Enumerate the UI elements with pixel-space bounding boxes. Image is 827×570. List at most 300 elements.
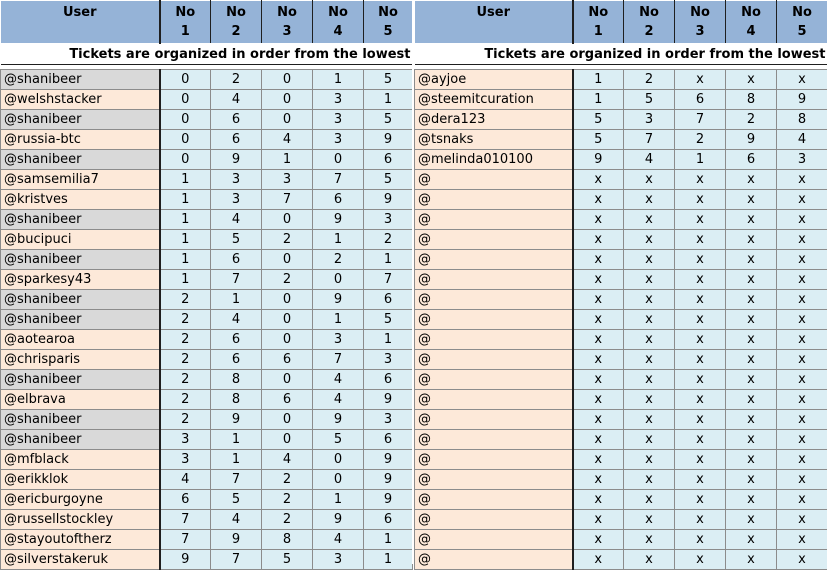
ticket-number-cell[interactable]: x [624,530,675,550]
ticket-number-cell[interactable]: 7 [211,470,262,490]
ticket-number-cell[interactable]: 0 [262,430,313,450]
ticket-number-cell[interactable]: 0 [160,110,211,130]
ticket-number-cell[interactable]: 3 [313,110,364,130]
user-cell[interactable]: @ericburgoyne [1,490,160,510]
ticket-number-cell[interactable]: 9 [364,450,413,470]
ticket-number-cell[interactable]: 7 [262,190,313,210]
user-cell[interactable]: @erikklok [1,470,160,490]
ticket-number-cell[interactable]: 9 [364,470,413,490]
ticket-number-cell[interactable]: x [777,270,827,290]
ticket-number-cell[interactable]: x [777,410,827,430]
ticket-number-cell[interactable]: x [726,310,777,330]
no-2-column-header[interactable]: No 2 [624,1,675,44]
ticket-number-cell[interactable]: x [726,270,777,290]
ticket-number-cell[interactable]: x [573,290,624,310]
ticket-number-cell[interactable]: x [726,370,777,390]
ticket-number-cell[interactable]: 0 [262,70,313,90]
ticket-number-cell[interactable]: x [573,310,624,330]
ticket-number-cell[interactable]: 7 [211,270,262,290]
ticket-number-cell[interactable]: 6 [364,370,413,390]
ticket-number-cell[interactable]: x [726,490,777,510]
ticket-number-cell[interactable]: 1 [573,70,624,90]
ticket-number-cell[interactable]: x [777,350,827,370]
ticket-number-cell[interactable]: x [624,410,675,430]
ticket-number-cell[interactable]: x [777,510,827,530]
ticket-number-cell[interactable]: 9 [313,290,364,310]
ticket-number-cell[interactable]: x [726,70,777,90]
ticket-number-cell[interactable]: x [777,230,827,250]
ticket-number-cell[interactable]: x [573,470,624,490]
ticket-number-cell[interactable]: 0 [262,330,313,350]
ticket-number-cell[interactable]: 5 [364,310,413,330]
ticket-number-cell[interactable]: 6 [364,290,413,310]
user-cell[interactable]: @ [415,410,573,430]
ticket-number-cell[interactable]: 9 [364,130,413,150]
ticket-number-cell[interactable]: 1 [675,150,726,170]
user-cell[interactable]: @shanibeer [1,150,160,170]
ticket-number-cell[interactable]: 9 [364,490,413,510]
ticket-number-cell[interactable]: 7 [313,170,364,190]
ticket-number-cell[interactable]: x [675,310,726,330]
ticket-number-cell[interactable]: 9 [211,410,262,430]
ticket-number-cell[interactable]: 7 [160,530,211,550]
ticket-number-cell[interactable]: x [675,230,726,250]
ticket-number-cell[interactable]: x [573,190,624,210]
user-cell[interactable]: @welshstacker [1,90,160,110]
ticket-number-cell[interactable]: 2 [262,270,313,290]
ticket-number-cell[interactable]: 8 [726,90,777,110]
ticket-number-cell[interactable]: 9 [573,150,624,170]
ticket-number-cell[interactable]: 4 [262,450,313,470]
no-1-column-header[interactable]: No 1 [573,1,624,44]
ticket-number-cell[interactable]: 3 [364,410,413,430]
user-cell[interactable]: @ [415,430,573,450]
ticket-number-cell[interactable]: 6 [211,350,262,370]
user-cell[interactable]: @shanibeer [1,410,160,430]
ticket-number-cell[interactable]: 0 [313,450,364,470]
ticket-number-cell[interactable]: x [675,270,726,290]
user-cell[interactable]: @ [415,550,573,570]
user-cell[interactable]: @tsnaks [415,130,573,150]
ticket-number-cell[interactable]: 3 [364,350,413,370]
ticket-number-cell[interactable]: 1 [160,230,211,250]
ticket-number-cell[interactable]: 3 [160,430,211,450]
ticket-number-cell[interactable]: 3 [313,90,364,110]
ticket-number-cell[interactable]: x [675,550,726,570]
ticket-number-cell[interactable]: 9 [211,150,262,170]
ticket-number-cell[interactable]: 9 [211,530,262,550]
ticket-number-cell[interactable]: 4 [262,130,313,150]
ticket-number-cell[interactable]: x [624,210,675,230]
ticket-number-cell[interactable]: 9 [364,390,413,410]
ticket-number-cell[interactable]: 9 [313,510,364,530]
ticket-number-cell[interactable]: x [573,430,624,450]
ticket-number-cell[interactable]: 2 [364,230,413,250]
ticket-number-cell[interactable]: 6 [364,430,413,450]
ticket-number-cell[interactable]: 2 [262,490,313,510]
ticket-number-cell[interactable]: 1 [160,170,211,190]
ticket-number-cell[interactable]: x [777,330,827,350]
ticket-number-cell[interactable]: 4 [211,310,262,330]
ticket-number-cell[interactable]: 6 [726,150,777,170]
ticket-number-cell[interactable]: 1 [262,150,313,170]
ticket-number-cell[interactable]: 3 [211,190,262,210]
ticket-number-cell[interactable]: 4 [160,470,211,490]
ticket-number-cell[interactable]: x [624,170,675,190]
user-column-header[interactable]: User [415,1,573,44]
no-2-column-header[interactable]: No 2 [211,1,262,44]
ticket-number-cell[interactable]: 0 [313,470,364,490]
ticket-number-cell[interactable]: 8 [262,530,313,550]
ticket-number-cell[interactable]: x [573,250,624,270]
ticket-number-cell[interactable]: x [624,270,675,290]
ticket-number-cell[interactable]: 3 [313,330,364,350]
ticket-number-cell[interactable]: 0 [160,150,211,170]
user-cell[interactable]: @melinda010100 [415,150,573,170]
user-cell[interactable]: @ [415,490,573,510]
user-cell[interactable]: @ [415,350,573,370]
ticket-number-cell[interactable]: 1 [211,450,262,470]
ticket-number-cell[interactable]: x [675,190,726,210]
ticket-number-cell[interactable]: x [624,290,675,310]
ticket-number-cell[interactable]: x [624,350,675,370]
ticket-number-cell[interactable]: x [726,390,777,410]
ticket-number-cell[interactable]: x [726,250,777,270]
ticket-number-cell[interactable]: 6 [364,150,413,170]
user-cell[interactable]: @shanibeer [1,370,160,390]
ticket-number-cell[interactable]: x [777,310,827,330]
ticket-number-cell[interactable]: x [624,430,675,450]
ticket-number-cell[interactable]: 0 [262,410,313,430]
ticket-number-cell[interactable]: 7 [313,350,364,370]
ticket-number-cell[interactable]: 3 [313,130,364,150]
no-4-column-header[interactable]: No 4 [313,1,364,44]
ticket-number-cell[interactable]: 3 [262,170,313,190]
ticket-number-cell[interactable]: 0 [160,130,211,150]
ticket-number-cell[interactable]: 0 [262,310,313,330]
ticket-number-cell[interactable]: 4 [313,370,364,390]
ticket-number-cell[interactable]: x [573,530,624,550]
ticket-number-cell[interactable]: 5 [624,90,675,110]
ticket-number-cell[interactable]: x [726,450,777,470]
ticket-number-cell[interactable]: 3 [211,170,262,190]
ticket-number-cell[interactable]: 3 [777,150,827,170]
ticket-number-cell[interactable]: 1 [364,250,413,270]
ticket-number-cell[interactable]: x [675,370,726,390]
user-cell[interactable]: @ [415,390,573,410]
ticket-number-cell[interactable]: 5 [211,490,262,510]
ticket-number-cell[interactable]: 1 [313,230,364,250]
ticket-number-cell[interactable]: 7 [364,270,413,290]
ticket-number-cell[interactable]: 1 [160,210,211,230]
ticket-number-cell[interactable]: 1 [364,90,413,110]
ticket-number-cell[interactable]: x [675,430,726,450]
ticket-number-cell[interactable]: x [624,450,675,470]
ticket-number-cell[interactable]: x [573,390,624,410]
ticket-number-cell[interactable]: 6 [675,90,726,110]
ticket-number-cell[interactable]: x [573,350,624,370]
ticket-number-cell[interactable]: x [777,70,827,90]
ticket-number-cell[interactable]: 5 [211,230,262,250]
ticket-number-cell[interactable]: 1 [364,330,413,350]
ticket-number-cell[interactable]: 0 [262,210,313,230]
ticket-number-cell[interactable]: x [726,170,777,190]
user-column-header[interactable]: User [1,1,160,44]
ticket-number-cell[interactable]: x [726,510,777,530]
ticket-number-cell[interactable]: 1 [313,310,364,330]
user-cell[interactable]: @ [415,250,573,270]
user-cell[interactable]: @ [415,370,573,390]
ticket-number-cell[interactable]: 7 [675,110,726,130]
no-4-column-header[interactable]: No 4 [726,1,777,44]
ticket-number-cell[interactable]: x [726,290,777,310]
ticket-number-cell[interactable]: x [777,530,827,550]
ticket-number-cell[interactable]: 0 [262,90,313,110]
ticket-number-cell[interactable]: 6 [211,330,262,350]
ticket-number-cell[interactable]: x [573,510,624,530]
user-cell[interactable]: @ [415,330,573,350]
ticket-number-cell[interactable]: x [573,410,624,430]
ticket-number-cell[interactable]: x [726,410,777,430]
no-3-column-header[interactable]: No 3 [675,1,726,44]
ticket-number-cell[interactable]: 3 [364,210,413,230]
user-cell[interactable]: @ [415,270,573,290]
user-cell[interactable]: @silverstakeruk [1,550,160,570]
ticket-number-cell[interactable]: 1 [313,70,364,90]
user-cell[interactable]: @ [415,510,573,530]
user-cell[interactable]: @ [415,290,573,310]
user-cell[interactable]: @sparkesy43 [1,270,160,290]
ticket-number-cell[interactable]: x [777,290,827,310]
ticket-number-cell[interactable]: 7 [211,550,262,570]
ticket-number-cell[interactable]: x [573,270,624,290]
ticket-number-cell[interactable]: x [726,470,777,490]
ticket-number-cell[interactable]: x [777,210,827,230]
ticket-number-cell[interactable]: x [624,310,675,330]
ticket-number-cell[interactable]: x [624,490,675,510]
ticket-number-cell[interactable]: x [726,190,777,210]
ticket-number-cell[interactable]: 0 [313,150,364,170]
ticket-number-cell[interactable]: 8 [211,370,262,390]
ticket-number-cell[interactable]: x [726,550,777,570]
ticket-number-cell[interactable]: x [777,390,827,410]
user-cell[interactable]: @aotearoa [1,330,160,350]
ticket-number-cell[interactable]: x [624,230,675,250]
ticket-number-cell[interactable]: 0 [262,250,313,270]
ticket-number-cell[interactable]: x [573,490,624,510]
ticket-number-cell[interactable]: 7 [160,510,211,530]
user-cell[interactable]: @samsemilia7 [1,170,160,190]
ticket-number-cell[interactable]: x [675,170,726,190]
ticket-number-cell[interactable]: x [573,550,624,570]
ticket-number-cell[interactable]: x [675,410,726,430]
ticket-number-cell[interactable]: x [573,330,624,350]
ticket-number-cell[interactable]: x [573,370,624,390]
ticket-number-cell[interactable]: x [624,250,675,270]
ticket-number-cell[interactable]: x [573,230,624,250]
ticket-number-cell[interactable]: x [573,170,624,190]
ticket-number-cell[interactable]: 2 [313,250,364,270]
ticket-number-cell[interactable]: 5 [364,70,413,90]
ticket-number-cell[interactable]: x [726,330,777,350]
ticket-number-cell[interactable]: x [675,470,726,490]
ticket-number-cell[interactable]: x [573,450,624,470]
user-cell[interactable]: @mfblack [1,450,160,470]
user-cell[interactable]: @ [415,450,573,470]
ticket-number-cell[interactable]: 2 [160,350,211,370]
ticket-number-cell[interactable]: 6 [211,130,262,150]
user-cell[interactable]: @ [415,170,573,190]
ticket-number-cell[interactable]: x [777,170,827,190]
user-cell[interactable]: @kristves [1,190,160,210]
ticket-number-cell[interactable]: 8 [211,390,262,410]
ticket-number-cell[interactable]: x [675,350,726,370]
no-5-column-header[interactable]: No 5 [777,1,827,44]
ticket-number-cell[interactable]: 5 [313,430,364,450]
user-cell[interactable]: @shanibeer [1,290,160,310]
ticket-number-cell[interactable]: 2 [675,130,726,150]
ticket-number-cell[interactable]: x [777,550,827,570]
ticket-number-cell[interactable]: 0 [262,290,313,310]
ticket-number-cell[interactable]: x [675,490,726,510]
ticket-number-cell[interactable]: 2 [160,290,211,310]
user-cell[interactable]: @ayjoe [415,70,573,90]
user-cell[interactable]: @shanibeer [1,250,160,270]
user-cell[interactable]: @bucipuci [1,230,160,250]
user-cell[interactable]: @ [415,470,573,490]
ticket-number-cell[interactable]: 4 [211,510,262,530]
ticket-number-cell[interactable]: 9 [313,410,364,430]
ticket-number-cell[interactable]: x [624,550,675,570]
ticket-number-cell[interactable]: 1 [160,270,211,290]
ticket-number-cell[interactable]: 1 [211,430,262,450]
ticket-number-cell[interactable]: x [573,210,624,230]
user-cell[interactable]: @shanibeer [1,310,160,330]
ticket-number-cell[interactable]: x [726,530,777,550]
ticket-number-cell[interactable]: 3 [624,110,675,130]
ticket-number-cell[interactable]: 4 [777,130,827,150]
ticket-number-cell[interactable]: x [624,190,675,210]
user-cell[interactable]: @ [415,530,573,550]
ticket-number-cell[interactable]: x [624,390,675,410]
ticket-number-cell[interactable]: 5 [262,550,313,570]
user-cell[interactable]: @shanibeer [1,210,160,230]
ticket-number-cell[interactable]: 1 [573,90,624,110]
ticket-number-cell[interactable]: 9 [726,130,777,150]
ticket-number-cell[interactable]: 0 [262,370,313,390]
ticket-number-cell[interactable]: 6 [211,250,262,270]
ticket-number-cell[interactable]: 4 [313,390,364,410]
ticket-number-cell[interactable]: x [777,430,827,450]
ticket-number-cell[interactable]: 5 [364,110,413,130]
ticket-number-cell[interactable]: 1 [160,190,211,210]
ticket-number-cell[interactable]: 9 [313,210,364,230]
ticket-number-cell[interactable]: 6 [160,490,211,510]
ticket-number-cell[interactable]: 5 [364,170,413,190]
user-cell[interactable]: @russellstockley [1,510,160,530]
ticket-number-cell[interactable]: x [726,230,777,250]
ticket-number-cell[interactable]: 2 [262,230,313,250]
ticket-number-cell[interactable]: 2 [624,70,675,90]
ticket-number-cell[interactable]: x [726,350,777,370]
user-cell[interactable]: @shanibeer [1,430,160,450]
ticket-number-cell[interactable]: x [624,370,675,390]
ticket-number-cell[interactable]: 2 [160,370,211,390]
ticket-number-cell[interactable]: 0 [160,70,211,90]
ticket-number-cell[interactable]: 9 [777,90,827,110]
user-cell[interactable]: @steemitcuration [415,90,573,110]
user-cell[interactable]: @chrisparis [1,350,160,370]
ticket-number-cell[interactable]: x [624,330,675,350]
ticket-number-cell[interactable]: x [777,190,827,210]
ticket-number-cell[interactable]: 4 [211,210,262,230]
ticket-number-cell[interactable]: 3 [160,450,211,470]
ticket-number-cell[interactable]: x [624,510,675,530]
ticket-number-cell[interactable]: x [675,530,726,550]
ticket-number-cell[interactable]: x [675,450,726,470]
ticket-number-cell[interactable]: x [675,510,726,530]
ticket-number-cell[interactable]: 9 [364,190,413,210]
ticket-number-cell[interactable]: 6 [262,390,313,410]
ticket-number-cell[interactable]: x [675,330,726,350]
ticket-number-cell[interactable]: 2 [262,510,313,530]
ticket-number-cell[interactable]: 6 [262,350,313,370]
ticket-number-cell[interactable]: 4 [211,90,262,110]
ticket-number-cell[interactable]: 2 [160,390,211,410]
user-cell[interactable]: @ [415,230,573,250]
ticket-number-cell[interactable]: x [675,70,726,90]
ticket-number-cell[interactable]: 0 [262,110,313,130]
ticket-number-cell[interactable]: x [777,450,827,470]
ticket-number-cell[interactable]: 1 [364,530,413,550]
ticket-number-cell[interactable]: 2 [262,470,313,490]
ticket-number-cell[interactable]: 2 [211,70,262,90]
no-5-column-header[interactable]: No 5 [364,1,413,44]
ticket-number-cell[interactable]: x [675,390,726,410]
user-cell[interactable]: @elbrava [1,390,160,410]
ticket-number-cell[interactable]: 4 [313,530,364,550]
no-3-column-header[interactable]: No 3 [262,1,313,44]
ticket-number-cell[interactable]: 5 [573,110,624,130]
ticket-number-cell[interactable]: x [777,470,827,490]
ticket-number-cell[interactable]: x [777,490,827,510]
ticket-number-cell[interactable]: 8 [777,110,827,130]
ticket-number-cell[interactable]: 2 [726,110,777,130]
ticket-number-cell[interactable]: 6 [313,190,364,210]
user-cell[interactable]: @ [415,190,573,210]
user-cell[interactable]: @russia-btc [1,130,160,150]
ticket-number-cell[interactable]: 4 [624,150,675,170]
ticket-number-cell[interactable]: 6 [364,510,413,530]
ticket-number-cell[interactable]: x [675,210,726,230]
ticket-number-cell[interactable]: 2 [160,330,211,350]
ticket-number-cell[interactable]: 1 [364,550,413,570]
ticket-number-cell[interactable]: 2 [160,310,211,330]
ticket-number-cell[interactable]: 7 [624,130,675,150]
ticket-number-cell[interactable]: 0 [313,270,364,290]
user-cell[interactable]: @stayoutoftherz [1,530,160,550]
user-cell[interactable]: @dera123 [415,110,573,130]
ticket-number-cell[interactable]: x [777,250,827,270]
user-cell[interactable]: @ [415,210,573,230]
ticket-number-cell[interactable]: 5 [573,130,624,150]
ticket-number-cell[interactable]: 0 [160,90,211,110]
user-cell[interactable]: @shanibeer [1,110,160,130]
ticket-number-cell[interactable]: x [726,210,777,230]
no-1-column-header[interactable]: No 1 [160,1,211,44]
ticket-number-cell[interactable]: 9 [160,550,211,570]
ticket-number-cell[interactable]: x [675,250,726,270]
